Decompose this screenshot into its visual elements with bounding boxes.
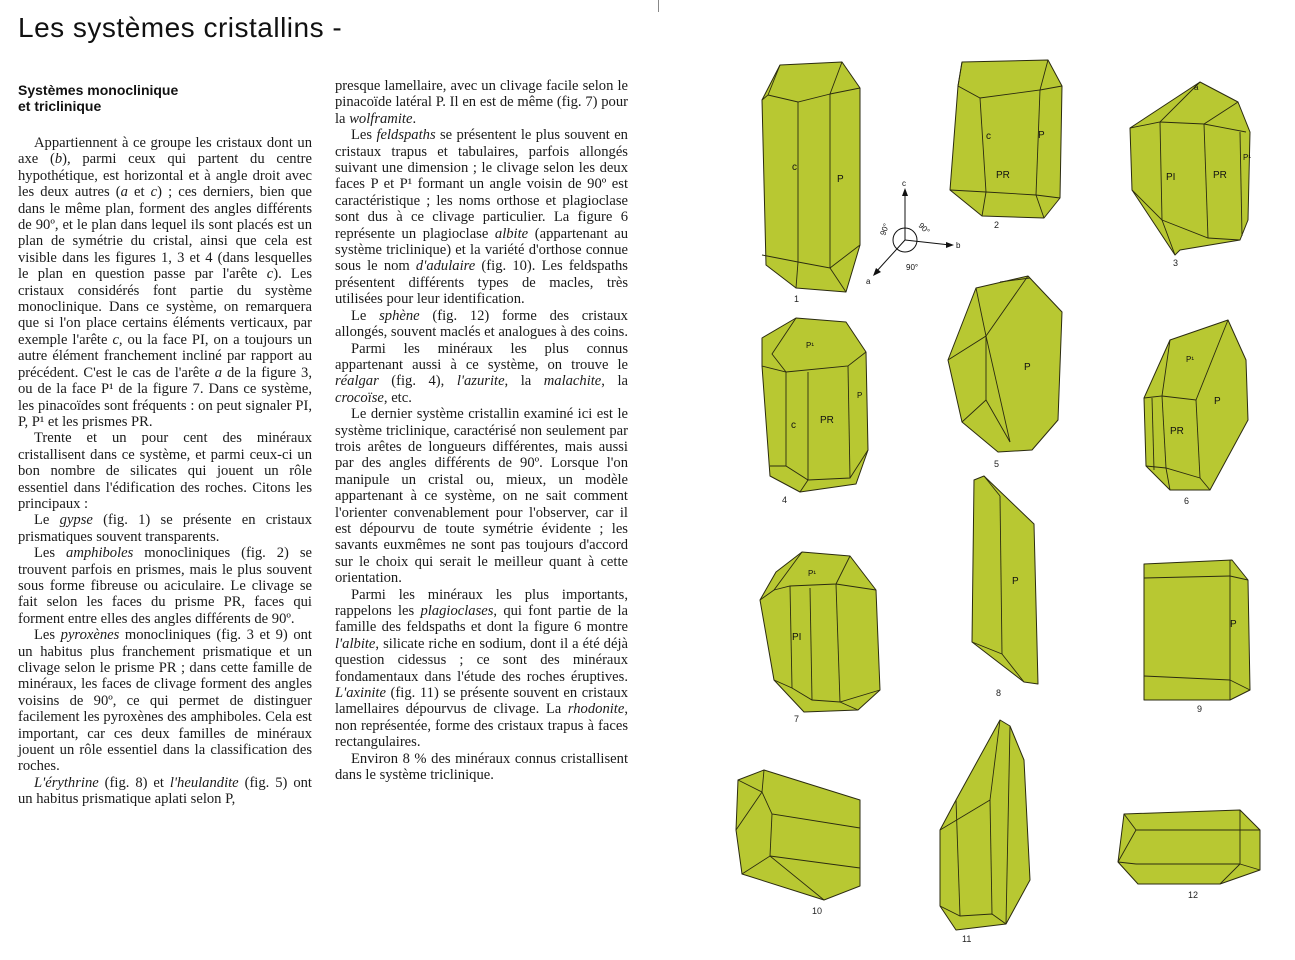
italic-term: c [150,184,158,201]
face-label-p: P [837,174,844,185]
crystal-figure-12 [1118,810,1260,900]
face-label-p: P [1024,362,1031,373]
figure-number: 9 [1197,704,1203,714]
crystal-figure-3 [1130,82,1251,268]
crystal-figures-panel [700,40,1295,960]
paragraph: Les feldspaths se présentent le plus souvent en cristaux trapus et tabulaires, parfois allongés suivant une dimension ; le clivage selon les deux faces P et P¹ formant un angle voisin de 90º est caractéristique ; les noms orthose et plagioclase sont dus à ce clivage particulier. La figure 6 représente un plagioclase albite (appartenant au système triclinique) et la variété d'orthose connue sous le nom d'adulaire (fig. 10). Les feldspaths présentent différents types de macles, très utilisées pour leur identification. [335,127,628,308]
paragraph: Trente et un pour cent des minéraux cristallisent dans ce système, et parmi ceux-ci un bon nombre de silicates qui jouent un rôle essentiel dans l'édification des roches. Citons les principaux : [18,430,312,512]
italic-term: feldspaths [376,127,436,144]
crystal-figures-svg [700,40,1295,960]
italic-term: d'adulaire [415,258,476,275]
figure-number: 7 [794,714,800,724]
axis-label-a: a [866,277,871,286]
italic-term: amphiboles [66,545,134,562]
paragraph: Environ 8 % des minéraux connus cristallisent dans le système triclinique. [335,750,628,784]
figure-number: 2 [994,220,1000,230]
paragraph: Le gypse (fig. 1) se présente en cristaux prismatiques souvent transparents. [18,512,313,545]
crystal-figure-9 [1144,560,1250,714]
figure-number: 8 [996,688,1002,698]
crystal-figure-11 [940,720,1030,944]
italic-term: b [54,151,63,168]
axis-angle-label: 90° [878,222,892,237]
italic-term: l'azurite [456,373,505,390]
crystal-figure-4 [762,318,868,505]
italic-term: gypse [59,512,93,529]
paragraph: Parmi les minéraux les plus importants, rappelons les plagioclases, qui font partie de la famille des feldspaths et dont la figure 6 montre l'albite, silicate riche en sodium, dont il a été déjà question cidessus ; ce sont des minéraux fondamentaux dans l'étude des roches éruptives. L'axinite (fig. 11) se présente souvent en cristaux lamellaires dépourvus de clivage. La rhodonite, non représentée, forme des cristaux trapus à faces rectangulaires. [335,586,628,751]
crystal-figure-6 [1144,320,1248,506]
italic-term: sphène [379,307,420,324]
face-label-p1: P¹ [808,569,816,578]
italic-term: l'albite [335,635,376,652]
italic-term: réalgar [335,373,379,390]
crystal-figure-1 [762,62,860,304]
italic-term: plagioclases [420,603,494,619]
text-column-2 [335,78,628,783]
axis-angle-label: 90° [906,263,919,272]
face-label-pi: PI [792,632,802,643]
italic-term: crocoïse [335,389,384,406]
paragraph: Le dernier système cristallin examiné ici est le système triclinique, caractérisé non seulement par trois arêtes de longueurs différentes, mais aussi par des angles différents de 90º. Lorsque l'on manipule un cristal ou, mieux, un modèle appartenant à ce système, on ne sait comment l'orienter convenablement pour l'observer, car il est dépourvu de toute symétrie évidente ; les savants euxmêmes ne sont pas toujours d'accord sur le choix qui serait le meilleur quant à cette orientation. [335,406,628,587]
figure-number: 3 [1173,258,1179,268]
paragraph: Parmi les minéraux les plus connus appartenant aussi à ce système, on trouve le réalgar (fig. 4), l'azurite, la malachite, la crocoïse, etc. [335,340,628,406]
face-label-p: P [1230,619,1237,630]
paragraph: presque lamellaire, avec un clivage facile selon le pinacoïde latéral P. Il en est de même (fig. 7) pour la wolframite. [335,78,628,127]
face-label-pi: PI [1166,172,1176,183]
axis-label-b: b [956,241,961,250]
italic-term: c [112,331,119,348]
paragraph: L'érythrine (fig. 8) et l'heulandite (fig. 5) ont un habitus prismatique aplati selon P, [18,774,312,808]
axis-angle-label: 90° [916,221,932,236]
italic-term: L'érythrine [34,774,99,791]
italic-term: malachite [543,373,602,390]
face-label-c: c [986,131,991,142]
crystal-figure-7 [760,552,880,724]
figure-number: 10 [812,906,823,916]
crystal-figure-2 [950,60,1062,230]
section-heading [18,82,318,114]
face-label-a: a [1194,83,1199,92]
crystal-figure-8 [972,476,1038,698]
face-label-pr: PR [820,415,834,426]
text-column-1 [18,135,312,808]
paragraph: Appartiennent à ce groupe les cristaux dont un axe (b), parmi ceux qui partent du centre hypothétique, est horizontal et à angle droit avec les deux autres (a et c) ; ces derniers, bien que dans le même plan, forment des angles différents de 90º, et le plan dans lequel ils sont placés est un plan de symétrie du cristal, ainsi que cela est visible dans les figures 1, 3 et 4 (dans lesquelles le plan en question passe par l'arête c). Les cristaux considérés font partie du système monoclinique. Dans ce système, on remarquera que si l'on place certains éléments verticaux, par exemple l'arête c, ou la face PI, on a toujours un autre élément franchement incliné par rapport au précédent. C'est le cas de l'arête a de la figure 3, ou de la face P¹ de la figure 7. Dans ce système, les pinacoïdes sont fréquents : on peut signaler PI, P, P¹ et les prismes PR. [18,135,313,430]
crystal-axes-diagram [866,179,961,286]
face-label-p: P [1038,130,1045,141]
crystal-figure-10 [736,770,860,916]
italic-term: a [120,184,128,201]
italic-term: rhodonite [567,701,625,718]
section-heading-line-1: Systèmes monoclinique [18,82,179,98]
figure-number: 4 [782,495,788,505]
section-heading-line-2: et triclinique [18,98,102,114]
italic-term: a [214,364,223,381]
face-label-c: c [792,162,797,173]
figure-number: 6 [1184,496,1190,506]
figure-number: 5 [994,459,1000,469]
face-label-pr: PR [1213,170,1227,181]
face-label-p1: P¹ [1186,355,1194,364]
page-title: Les systèmes cristallins - [18,12,343,43]
italic-term: c [266,266,274,283]
italic-term: albite [494,225,529,242]
figure-number: 12 [1188,890,1199,900]
italic-term: L'axinite [335,685,386,702]
axis-label-c: c [902,179,906,188]
italic-term: pyroxènes [60,627,120,644]
italic-term: l'heulandite [169,774,239,791]
paragraph: Le sphène (fig. 12) forme des cristaux allongés, souvent maclés et analogues à des coins. [335,307,629,341]
face-label-pr: PR [1170,426,1184,437]
figure-number: 1 [794,294,800,304]
face-label-p: P [857,391,863,400]
paragraph: Les pyroxènes monocliniques (fig. 3 et 9) ont un habitus plus franchement prismatique et un clivage selon le prisme PR ; dans cette famille de minéraux, les faces de clivage forment des angles voisins de 90º, ce qui permet de distinguer facilement les pyroxènes des amphiboles. Cela est important, car ces deux familles de minéraux jouent un rôle essentiel dans la classification des roches. [18,627,312,775]
italic-term: wolframite [349,110,413,127]
face-label-p: P [1012,576,1019,587]
face-label-p1: P¹ [1243,153,1251,162]
paragraph: Les amphiboles monocliniques (fig. 2) se trouvent parfois en prismes, mais le plus souvent sous forme fibreuse ou aciculaire. Le clivage se fait selon les faces du prisme PR, faces qui forment entre elles des angles différents de 90º. [18,545,312,627]
face-label-pr: PR [996,170,1010,181]
face-label-p: P [1214,396,1221,407]
crystal-figure-5 [948,276,1062,469]
figure-number: 11 [962,934,972,944]
face-label-c: c [791,420,796,431]
face-label-p1: P¹ [806,341,814,350]
page-gutter [658,0,659,12]
